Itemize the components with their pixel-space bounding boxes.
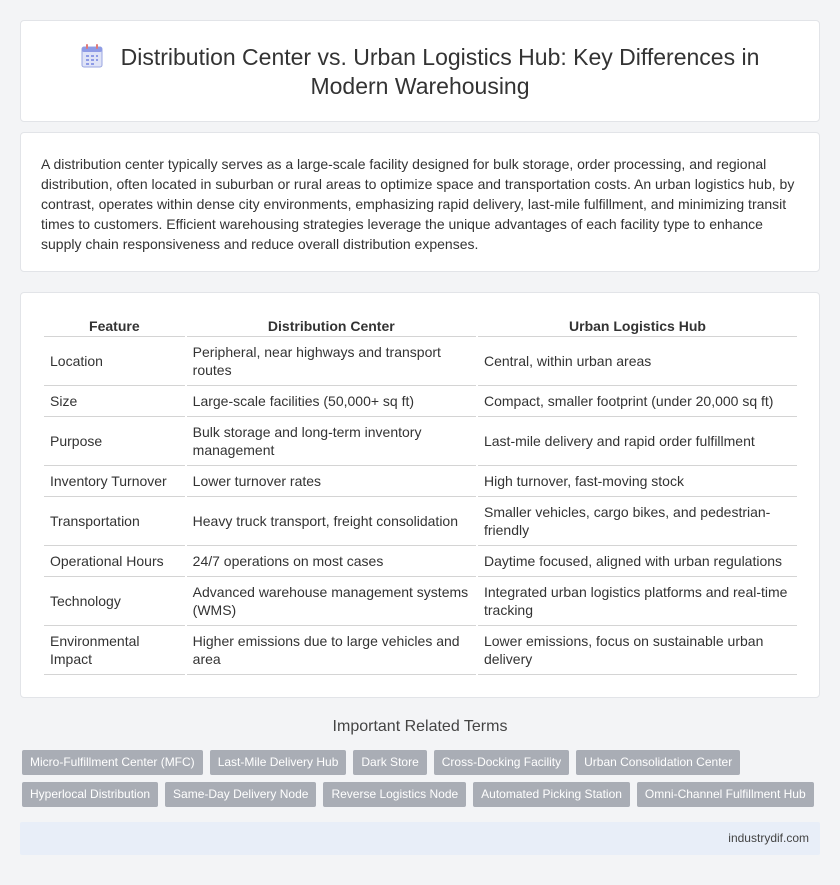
row-feature: Transportation xyxy=(44,497,185,546)
table-row xyxy=(44,466,797,497)
page-title xyxy=(61,43,779,101)
row-urban-logistics-hub: Last-mile delivery and rapid order fulfillment xyxy=(478,417,797,466)
row-distribution-center: Heavy truck transport, freight consolidation xyxy=(187,497,476,546)
row-distribution-center: Lower turnover rates xyxy=(187,466,476,497)
header-distribution-center: Distribution Center xyxy=(187,315,476,337)
table-row xyxy=(44,546,797,577)
row-distribution-center: Bulk storage and long-term inventory management xyxy=(187,417,476,466)
related-term-tag[interactable]: Micro-Fulfillment Center (MFC) xyxy=(22,750,203,775)
related-terms-list xyxy=(22,750,822,807)
related-term-tag[interactable]: Cross-Docking Facility xyxy=(434,750,569,775)
related-term-tag[interactable]: Urban Consolidation Center xyxy=(576,750,740,775)
row-distribution-center: 24/7 operations on most cases xyxy=(187,546,476,577)
row-urban-logistics-hub: Integrated urban logistics platforms and real-time tracking xyxy=(478,577,797,626)
related-term-tag[interactable]: Automated Picking Station xyxy=(473,782,630,807)
title-wrap xyxy=(21,43,819,101)
related-term-tag[interactable]: Reverse Logistics Node xyxy=(323,782,466,807)
row-urban-logistics-hub: Lower emissions, focus on sustainable urban delivery xyxy=(478,626,797,675)
related-terms-title: Important Related Terms xyxy=(332,718,508,735)
header-card xyxy=(20,20,820,122)
intro-paragraph: A distribution center typically serves as a large-scale facility designed for bulk storage, order processing, and regional distribution, often located in suburban or rural areas to optimize space and transportation costs. An urban logistics hub, by contrast, operates within dense city environments, emphasizing rapid delivery, last-mile fulfillment, and minimizing transit times to customers. Efficient warehousing strategies leverage the unique advantages of each facility type to enhance supply chain responsiveness and reduce overall distribution expenses. xyxy=(41,156,795,252)
table-header-row xyxy=(44,315,797,337)
row-feature: Environmental Impact xyxy=(44,626,185,675)
comparison-card xyxy=(20,292,820,698)
row-distribution-center: Peripheral, near highways and transport routes xyxy=(187,337,476,386)
footer-bar xyxy=(20,822,820,855)
row-distribution-center: Large-scale facilities (50,000+ sq ft) xyxy=(187,386,476,417)
row-feature: Location xyxy=(44,337,185,386)
table-row xyxy=(44,337,797,386)
intro-card xyxy=(20,132,820,272)
header-feature: Feature xyxy=(44,315,185,337)
row-distribution-center: Advanced warehouse management systems (WMS) xyxy=(187,577,476,626)
comparison-table xyxy=(42,315,799,675)
header-urban-logistics-hub: Urban Logistics Hub xyxy=(478,315,797,337)
row-urban-logistics-hub: Daytime focused, aligned with urban regulations xyxy=(478,546,797,577)
related-term-tag[interactable]: Last-Mile Delivery Hub xyxy=(210,750,347,775)
related-term-tag[interactable]: Omni-Channel Fulfillment Hub xyxy=(637,782,814,807)
table-row xyxy=(44,386,797,417)
table-row xyxy=(44,577,797,626)
row-urban-logistics-hub: Compact, smaller footprint (under 20,000 sq ft) xyxy=(478,386,797,417)
footer-site-link[interactable]: industrydif.com xyxy=(728,831,809,845)
document-icon xyxy=(81,44,103,68)
related-term-tag[interactable]: Same-Day Delivery Node xyxy=(165,782,316,807)
table-row xyxy=(44,626,797,675)
row-feature: Operational Hours xyxy=(44,546,185,577)
table-row xyxy=(44,417,797,466)
page-title-text: Distribution Center vs. Urban Logistics Hub: Key Differences in Modern Warehousing xyxy=(120,44,760,99)
row-feature: Inventory Turnover xyxy=(44,466,185,497)
row-urban-logistics-hub: Central, within urban areas xyxy=(478,337,797,386)
table-row xyxy=(44,497,797,546)
row-urban-logistics-hub: Smaller vehicles, cargo bikes, and pedestrian-friendly xyxy=(478,497,797,546)
row-feature: Purpose xyxy=(44,417,185,466)
row-feature: Technology xyxy=(44,577,185,626)
row-feature: Size xyxy=(44,386,185,417)
row-urban-logistics-hub: High turnover, fast-moving stock xyxy=(478,466,797,497)
related-term-tag[interactable]: Dark Store xyxy=(353,750,426,775)
related-term-tag[interactable]: Hyperlocal Distribution xyxy=(22,782,158,807)
row-distribution-center: Higher emissions due to large vehicles and area xyxy=(187,626,476,675)
